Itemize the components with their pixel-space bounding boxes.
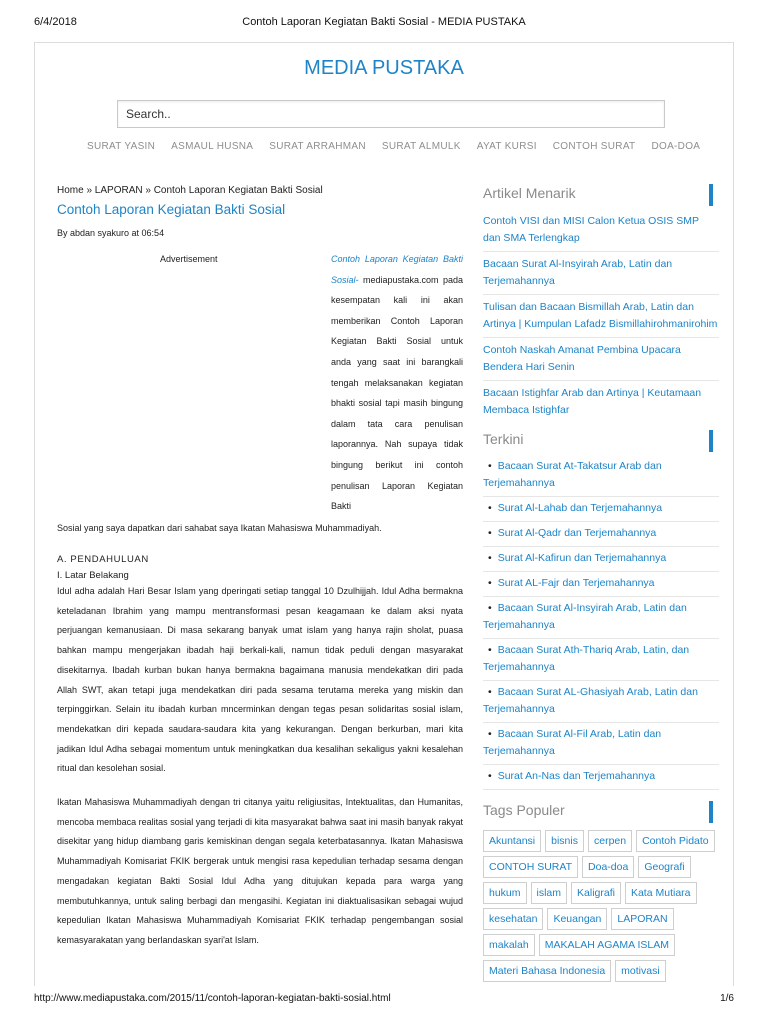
- tag-link[interactable]: LAPORAN: [611, 908, 673, 930]
- print-title: Contoh Laporan Kegiatan Bakti Sosial - MEDIA PUSTAKA: [242, 16, 526, 28]
- nav-item-doa-doa[interactable]: DOA-DOA: [651, 141, 701, 152]
- terkini-item[interactable]: • Bacaan Surat AL-Ghasiyah Arab, Latin dan Terjemahannya: [483, 681, 719, 723]
- nav-item-surat-yasin[interactable]: SURAT YASIN: [87, 141, 156, 152]
- tag-link[interactable]: MAKALAH AGAMA ISLAM: [539, 934, 675, 956]
- widget-accent-bar: [709, 430, 713, 452]
- tag-link[interactable]: motivasi: [615, 960, 666, 982]
- paragraph-1: Idul adha adalah Hari Besar Islam yang dperingati setiap tanggal 10 Dzulhijjah. Idul Adha bermakna keteladanan Ibrahim yang mampu mentransformasi pesan keagamaan ke dalam aksi nyata perjuangan kemanusiaan. Di masa sekarang banyak umat islam yang hanya rajin sholat, puasa bahkan mampu mengerjakan ibadah haji berkali-kali, namun tidak peduli dengan masyarakat disekitarnya. Ibadah kurban bukan hanya bermakna bagaimana manusia mendekatkan diri pada Allah SWT, akan tetapi juga mendekatkan diri pada sesama terutama mereka yang miskin dan terpinggirkan. Selain itu ibadah kurban mncerminkan dengan tegas pesan solidaritas sosial islam, mendekatkan diri kepada saudara-saudara kita yang kekurangan. Dengan berkurban, mari kita jadikan Idul Adha sebagai momentum untuk meningkatkan dua kesalihan sekaligus yakni kesalehan ritual dan kesolehan sosial.: [57, 586, 463, 774]
- tag-link[interactable]: hukum: [483, 882, 527, 904]
- artikel-list: [483, 209, 719, 423]
- sub-heading: I. Latar Belakang: [57, 570, 129, 581]
- print-page-number: 1/6: [720, 993, 734, 1004]
- post-byline: By abdan syakuro at 06:54: [57, 228, 165, 238]
- advertisement-label: Advertisement: [160, 254, 218, 264]
- widget-heading-terkini: [483, 427, 723, 455]
- terkini-item[interactable]: • Bacaan Surat Ath-Thariq Arab, Latin, dan Terjemahannya: [483, 639, 719, 681]
- tag-link[interactable]: kesehatan: [483, 908, 543, 930]
- terkini-list: [483, 455, 719, 790]
- tag-link[interactable]: Doa-doa: [582, 856, 634, 878]
- tag-link[interactable]: islam: [531, 882, 568, 904]
- intro-last-line: Sosial yang saya dapatkan dari sahabat saya Ikatan Mahasiswa Muhammadiyah.: [57, 523, 382, 533]
- tag-link[interactable]: bisnis: [545, 830, 584, 852]
- artikel-item[interactable]: Tulisan dan Bacaan Bismillah Arab, Latin dan Artinya | Kumpulan Lafadz Bismillahirohmanirohim: [483, 295, 719, 338]
- widget-title-artikel: Artikel Menarik: [483, 185, 576, 201]
- print-date: 6/4/2018: [34, 16, 77, 28]
- widget-title-terkini: Terkini: [483, 431, 524, 447]
- tag-link[interactable]: cerpen: [588, 830, 632, 852]
- tag-link[interactable]: Kaligrafi: [571, 882, 621, 904]
- tag-link[interactable]: Kata Mutiara: [625, 882, 697, 904]
- artikel-item[interactable]: Bacaan Istighfar Arab dan Artinya | Keutamaan Membaca Istighfar: [483, 387, 702, 416]
- tag-link[interactable]: CONTOH SURAT: [483, 856, 578, 878]
- nav-item-surat-almulk[interactable]: SURAT ALMULK: [381, 141, 461, 152]
- intro-text: mediapustaka.com pada kesempatan kali ini akan memberikan Contoh Laporan Kegiatan Bakti Sosial untuk anda yang saat ini barangkali tengah melaksanakan kegiatan bhakti sosial tapi masih bingung dalam tata cara penulisan laporannya. Nah supaya tidak bingung berikut ini contoh penulisan Laporan Kegiatan Bakti: [331, 274, 463, 512]
- terkini-item[interactable]: • Bacaan Surat Al-Insyirah Arab, Latin dan Terjemahannya: [483, 597, 719, 639]
- search-input[interactable]: [117, 100, 665, 128]
- nav-item-contoh-surat[interactable]: CONTOH SURAT: [552, 141, 636, 152]
- widget-heading-tags: [483, 798, 723, 826]
- terkini-item[interactable]: • Surat AL-Fajr dan Terjemahannya: [483, 572, 719, 597]
- tag-link[interactable]: Materi Bahasa Indonesia: [483, 960, 611, 982]
- main-content: [57, 185, 463, 951]
- post-title[interactable]: Contoh Laporan Kegiatan Bakti Sosial: [57, 202, 286, 217]
- tag-link[interactable]: Akuntansi: [483, 830, 541, 852]
- tag-link[interactable]: Keuangan: [547, 908, 607, 930]
- terkini-item[interactable]: • Bacaan Surat At-Takatsur Arab dan Terjemahannya: [483, 455, 719, 497]
- top-navigation: [87, 141, 700, 152]
- nav-item-ayat-kursi[interactable]: AYAT KURSI: [476, 141, 537, 152]
- artikel-item[interactable]: Contoh Naskah Amanat Pembina Upacara Bendera Hari Senin: [483, 338, 719, 381]
- tag-link[interactable]: makalah: [483, 934, 535, 956]
- terkini-item[interactable]: • Bacaan Surat Al-Fil Arab, Latin dan Terjemahannya: [483, 723, 719, 765]
- tag-link[interactable]: Geografi: [638, 856, 690, 878]
- web-page: [34, 42, 734, 986]
- widget-title-tags: Tags Populer: [483, 802, 565, 818]
- post-intro: [57, 248, 463, 533]
- print-header: [34, 16, 734, 30]
- nav-item-surat-arrahman[interactable]: SURAT ARRAHMAN: [269, 141, 366, 152]
- tag-cloud: [483, 830, 719, 982]
- print-footer: [34, 993, 734, 1007]
- tag-link[interactable]: Contoh Pidato: [636, 830, 715, 852]
- sidebar: [483, 181, 723, 982]
- intro-link[interactable]: Contoh Laporan Kegiatan Bakti Sosial-: [331, 254, 463, 285]
- artikel-item[interactable]: Bacaan Surat Al-Insyirah Arab, Latin dan Terjemahannya: [483, 252, 719, 295]
- terkini-item[interactable]: • Surat Al-Lahab dan Terjemahannya: [483, 497, 719, 522]
- artikel-item[interactable]: Contoh VISI dan MISI Calon Ketua OSIS SMP dan SMA Terlengkap: [483, 209, 719, 252]
- print-url: http://www.mediapustaka.com/2015/11/contoh-laporan-kegiatan-bakti-sosial.html: [34, 993, 391, 1004]
- intro-column: [331, 249, 463, 517]
- widget-accent-bar: [709, 184, 713, 206]
- terkini-item[interactable]: • Surat An-Nas dan Terjemahannya: [483, 765, 719, 790]
- nav-item-asmaul-husna[interactable]: ASMAUL HUSNA: [171, 141, 254, 152]
- widget-heading-artikel: [483, 181, 723, 209]
- paragraph-2: Ikatan Mahasiswa Muhammadiyah dengan tri citanya yaitu religiusitas, Intektualitas, dan Humanitas, mencoba membaca realitas sosial yang terjadi di kita masyarakat bahwa saat ini masih banyak rakyat disekitar yang hidup diambang garis kemiskinan dengan segala keterbatasannya. Ikatan Mahasiswa Muhammadiyah Komisariat FKIK bergerak untuk mengisi rasa kepedulian terhadap sesama dengan mengadakan kegiatan Bakti Sosial Idul Adha yang ditujukan kepada para warga yang membutuhkannya, untuk saling berbagi dan mengasihi. Kegiatan ini diaktualisasikan sebagai wujud kepedulian Ikatan Mahasiswa Muhammadiyah Komisariat FKIK terhadap pengembangan sosial kemasyarakatan yang berlandaskan syari'at Islam.: [57, 797, 463, 945]
- widget-accent-bar: [709, 801, 713, 823]
- breadcrumb[interactable]: Home » LAPORAN » Contoh Laporan Kegiatan Bakti Sosial: [57, 185, 323, 196]
- section-heading: A. PENDAHULUAN: [57, 554, 149, 565]
- terkini-item[interactable]: • Surat Al-Kafirun dan Terjemahannya: [483, 547, 719, 572]
- terkini-item[interactable]: • Surat Al-Qadr dan Terjemahannya: [483, 522, 719, 547]
- site-title[interactable]: MEDIA PUSTAKA: [304, 57, 464, 79]
